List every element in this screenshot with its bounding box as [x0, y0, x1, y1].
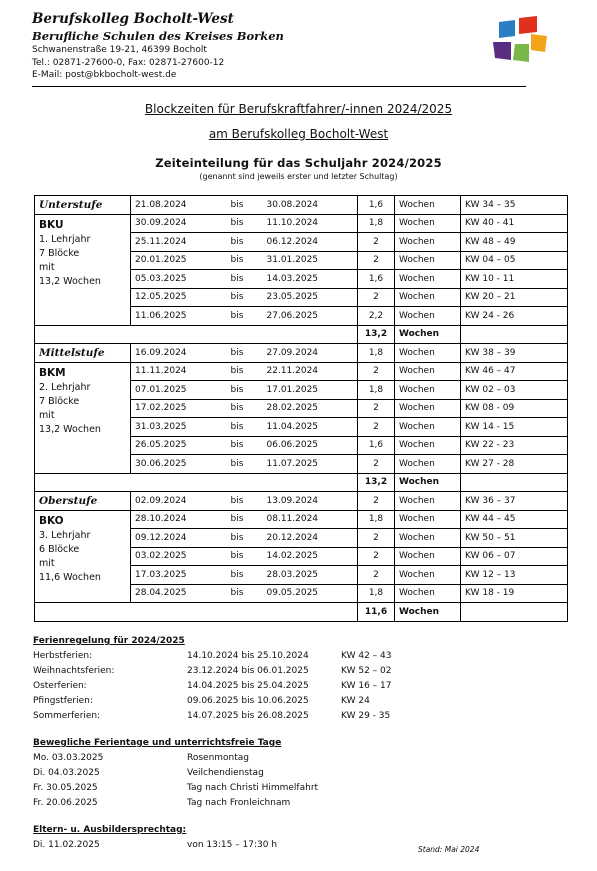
bis-label: bis: [227, 529, 263, 548]
total-row-spacer: [35, 473, 358, 492]
schedule-heading: Zeiteinteilung für das Schuljahr 2024/2025: [155, 156, 442, 170]
holiday-kw: KW 29 - 35: [341, 711, 391, 721]
start-date: 11.06.2025: [131, 307, 227, 326]
weeks-value: 2: [358, 362, 395, 381]
calendar-weeks: KW 22 - 23: [461, 436, 568, 455]
total-row-spacer: [35, 603, 358, 622]
schedule-row: [35, 196, 568, 215]
weeks-unit: Wochen: [395, 288, 461, 307]
total-weeks-unit: Wochen: [395, 603, 461, 622]
weeks-value: 2: [358, 233, 395, 252]
block-code: BKU: [39, 218, 64, 231]
start-date: 31.03.2025: [131, 418, 227, 437]
holiday-range: 14.07.2025 bis 26.08.2025: [187, 711, 309, 721]
total-row: [35, 325, 568, 344]
level-label: Mittelstufe: [35, 344, 131, 363]
holiday-kw: KW 24: [341, 696, 370, 706]
calendar-weeks: KW 48 – 49: [461, 233, 568, 252]
movable-day-date: Fr. 30.05.2025: [33, 783, 98, 793]
weeks-value: 2: [358, 455, 395, 474]
bis-label: bis: [227, 307, 263, 326]
calendar-weeks: KW 10 - 11: [461, 270, 568, 289]
weeks-unit: Wochen: [395, 381, 461, 400]
weeks-unit: Wochen: [395, 566, 461, 585]
school-phone: Tel.: 02871-27600-0, Fax: 02871-27600-12: [32, 57, 225, 68]
schedule-row: [35, 344, 568, 363]
total-row-empty: [461, 603, 568, 622]
movable-day-date: Di. 04.03.2025: [33, 768, 100, 778]
weeks-value: 1,8: [358, 214, 395, 233]
block-description-line: 6 Blöcke: [39, 543, 80, 555]
calendar-weeks: KW 18 - 19: [461, 584, 568, 603]
holiday-range: 14.10.2024 bis 25.10.2024: [187, 651, 309, 661]
block-description-line: 1. Lehrjahr: [39, 233, 91, 245]
weeks-unit: Wochen: [395, 233, 461, 252]
movable-day-row: [33, 766, 463, 781]
school-logo-icon: [491, 14, 549, 64]
bis-label: bis: [227, 584, 263, 603]
bis-label: bis: [227, 344, 263, 363]
bis-label: bis: [227, 196, 263, 215]
block-schedule-table: [34, 195, 568, 622]
bis-label: bis: [227, 455, 263, 474]
end-date: 28.02.2025: [263, 399, 358, 418]
holiday-name: Osterferien:: [33, 681, 87, 691]
calendar-weeks: KW 04 – 05: [461, 251, 568, 270]
bis-label: bis: [227, 288, 263, 307]
holiday-heading: Ferienregelung für 2024/2025: [33, 636, 185, 646]
holiday-row: [33, 694, 463, 709]
weeks-unit: Wochen: [395, 251, 461, 270]
weeks-unit: Wochen: [395, 196, 461, 215]
end-date: 27.09.2024: [263, 344, 358, 363]
bis-label: bis: [227, 381, 263, 400]
block-description-line: 7 Blöcke: [39, 395, 80, 407]
end-date: 28.03.2025: [263, 566, 358, 585]
total-weeks-unit: Wochen: [395, 325, 461, 344]
weeks-value: 1,8: [358, 381, 395, 400]
block-code: BKO: [39, 514, 64, 527]
movable-day-row: [33, 751, 463, 766]
weeks-value: 2: [358, 399, 395, 418]
school-name: Berufskolleg Bocholt-West: [32, 11, 234, 27]
weeks-unit: Wochen: [395, 584, 461, 603]
holiday-name: Herbstferien:: [33, 651, 93, 661]
start-date: 16.09.2024: [131, 344, 227, 363]
schedule-note: (genannt sind jeweils erster und letzter Schultag): [199, 172, 398, 181]
end-date: 20.12.2024: [263, 529, 358, 548]
block-description-line: 2. Lehrjahr: [39, 381, 91, 393]
level-label: Unterstufe: [35, 196, 131, 215]
block-code: BKM: [39, 366, 66, 379]
holiday-range: 14.04.2025 bis 25.04.2025: [187, 681, 309, 691]
school-email: E-Mail: post@bkbocholt-west.de: [32, 70, 177, 80]
total-row-empty: [461, 473, 568, 492]
movable-days-section: [33, 738, 463, 811]
schedule-row: [35, 492, 568, 511]
block-description-line: 11,6 Wochen: [39, 571, 101, 583]
letterhead: [32, 11, 284, 82]
weeks-unit: Wochen: [395, 399, 461, 418]
start-date: 30.09.2024: [131, 214, 227, 233]
holiday-kw: KW 52 – 02: [341, 666, 392, 676]
bis-label: bis: [227, 399, 263, 418]
weeks-unit: Wochen: [395, 492, 461, 511]
holiday-name: Sommerferien:: [33, 711, 101, 721]
weeks-value: 1,8: [358, 510, 395, 529]
holiday-range: 23.12.2024 bis 06.01.2025: [187, 666, 309, 676]
bis-label: bis: [227, 270, 263, 289]
bis-label: bis: [227, 251, 263, 270]
weeks-unit: Wochen: [395, 270, 461, 289]
block-description: [35, 362, 131, 473]
total-weeks-value: 11,6: [358, 603, 395, 622]
bis-label: bis: [227, 547, 263, 566]
bis-label: bis: [227, 510, 263, 529]
weeks-value: 2: [358, 566, 395, 585]
end-date: 17.01.2025: [263, 381, 358, 400]
holiday-row: [33, 679, 463, 694]
title-line-2: am Berufskolleg Bocholt-West: [208, 127, 389, 141]
end-date: 27.06.2025: [263, 307, 358, 326]
bis-label: bis: [227, 214, 263, 233]
start-date: 21.08.2024: [131, 196, 227, 215]
holiday-row: [33, 709, 463, 724]
weeks-unit: Wochen: [395, 307, 461, 326]
weeks-value: 2: [358, 492, 395, 511]
weeks-value: 1,6: [358, 436, 395, 455]
calendar-weeks: KW 14 - 15: [461, 418, 568, 437]
end-date: 08.11.2024: [263, 510, 358, 529]
movable-day-row: [33, 796, 463, 811]
calendar-weeks: KW 44 – 45: [461, 510, 568, 529]
calendar-weeks: KW 06 – 07: [461, 547, 568, 566]
movable-day-name: Rosenmontag: [187, 753, 250, 763]
weeks-value: 1,8: [358, 584, 395, 603]
start-date: 09.12.2024: [131, 529, 227, 548]
holiday-kw: KW 42 – 43: [341, 651, 392, 661]
weeks-unit: Wochen: [395, 436, 461, 455]
weeks-unit: Wochen: [395, 455, 461, 474]
calendar-weeks: KW 34 – 35: [461, 196, 568, 215]
total-row: [35, 473, 568, 492]
calendar-weeks: KW 46 – 47: [461, 362, 568, 381]
weeks-unit: Wochen: [395, 418, 461, 437]
total-weeks-value: 13,2: [358, 325, 395, 344]
weeks-value: 2: [358, 288, 395, 307]
movable-day-date: Fr. 20.06.2025: [33, 798, 98, 808]
block-description-line: 3. Lehrjahr: [39, 529, 91, 541]
weeks-value: 1,8: [358, 344, 395, 363]
end-date: 09.05.2025: [263, 584, 358, 603]
start-date: 03.02.2025: [131, 547, 227, 566]
end-date: 30.08.2024: [263, 196, 358, 215]
title-line-1: Blockzeiten für Berufskraftfahrer/-innen 2024/2025: [144, 102, 453, 116]
start-date: 30.06.2025: [131, 455, 227, 474]
school-address: Schwanenstraße 19-21, 46399 Bocholt: [32, 45, 207, 55]
movable-day-date: Mo. 03.03.2025: [33, 753, 104, 763]
block-description-line: mit: [39, 557, 55, 569]
start-date: 20.01.2025: [131, 251, 227, 270]
weeks-unit: Wochen: [395, 214, 461, 233]
consultation-section: [33, 825, 463, 853]
movable-days-heading: Bewegliche Ferientage und unterrichtsfreie Tage: [33, 738, 282, 748]
weeks-value: 2: [358, 529, 395, 548]
weeks-value: 1,6: [358, 196, 395, 215]
consultation-heading: Eltern- u. Ausbildersprechtag:: [33, 825, 187, 835]
holiday-row: [33, 664, 463, 679]
end-date: 11.04.2025: [263, 418, 358, 437]
weeks-value: 2,2: [358, 307, 395, 326]
stand-note: Stand: Mai 2024: [418, 845, 480, 854]
weeks-value: 2: [358, 547, 395, 566]
calendar-weeks: KW 08 - 09: [461, 399, 568, 418]
weeks-unit: Wochen: [395, 510, 461, 529]
holiday-row: [33, 649, 463, 664]
end-date: 06.06.2025: [263, 436, 358, 455]
level-label: Oberstufe: [35, 492, 131, 511]
weeks-unit: Wochen: [395, 362, 461, 381]
end-date: 06.12.2024: [263, 233, 358, 252]
end-date: 31.01.2025: [263, 251, 358, 270]
total-weeks-value: 13,2: [358, 473, 395, 492]
bis-label: bis: [227, 492, 263, 511]
calendar-weeks: KW 50 – 51: [461, 529, 568, 548]
weeks-value: 2: [358, 251, 395, 270]
school-subtitle: Berufliche Schulen des Kreises Borken: [32, 29, 284, 43]
end-date: 23.05.2025: [263, 288, 358, 307]
block-description-line: mit: [39, 409, 55, 421]
start-date: 12.05.2025: [131, 288, 227, 307]
start-date: 25.11.2024: [131, 233, 227, 252]
start-date: 28.04.2025: [131, 584, 227, 603]
weeks-unit: Wochen: [395, 529, 461, 548]
end-date: 22.11.2024: [263, 362, 358, 381]
bis-label: bis: [227, 362, 263, 381]
end-date: 11.07.2025: [263, 455, 358, 474]
consultation-time: von 13:15 – 17:30 h: [187, 840, 278, 850]
calendar-weeks: KW 24 - 26: [461, 307, 568, 326]
start-date: 17.03.2025: [131, 566, 227, 585]
start-date: 05.03.2025: [131, 270, 227, 289]
block-description-line: mit: [39, 261, 55, 273]
consultation-date: Di. 11.02.2025: [33, 840, 100, 850]
holiday-section: [33, 636, 463, 724]
movable-day-name: Veilchendienstag: [187, 768, 264, 778]
weeks-value: 1,6: [358, 270, 395, 289]
total-row-spacer: [35, 325, 358, 344]
block-description-line: 7 Blöcke: [39, 247, 80, 259]
holiday-range: 09.06.2025 bis 10.06.2025: [187, 696, 309, 706]
weeks-value: 2: [358, 418, 395, 437]
calendar-weeks: KW 12 – 13: [461, 566, 568, 585]
block-description: [35, 510, 131, 603]
schedule-row: [35, 214, 568, 233]
start-date: 11.11.2024: [131, 362, 227, 381]
bis-label: bis: [227, 418, 263, 437]
total-weeks-unit: Wochen: [395, 473, 461, 492]
end-date: 14.03.2025: [263, 270, 358, 289]
start-date: 17.02.2025: [131, 399, 227, 418]
movable-day-name: Tag nach Fronleichnam: [187, 798, 291, 808]
movable-day-name: Tag nach Christi Himmelfahrt: [187, 783, 319, 793]
block-description-line: 13,2 Wochen: [39, 423, 101, 435]
holiday-kw: KW 16 – 17: [341, 681, 392, 691]
total-row-empty: [461, 325, 568, 344]
end-date: 13.09.2024: [263, 492, 358, 511]
calendar-weeks: KW 20 – 21: [461, 288, 568, 307]
start-date: 28.10.2024: [131, 510, 227, 529]
movable-day-row: [33, 781, 463, 796]
end-date: 11.10.2024: [263, 214, 358, 233]
holiday-name: Weihnachtsferien:: [33, 666, 115, 676]
calendar-weeks: KW 38 – 39: [461, 344, 568, 363]
bis-label: bis: [227, 566, 263, 585]
calendar-weeks: KW 02 – 03: [461, 381, 568, 400]
calendar-weeks: KW 27 - 28: [461, 455, 568, 474]
header-divider: [32, 86, 526, 87]
holiday-name: Pfingstferien:: [33, 696, 93, 706]
bis-label: bis: [227, 436, 263, 455]
calendar-weeks: KW 40 - 41: [461, 214, 568, 233]
calendar-weeks: KW 36 – 37: [461, 492, 568, 511]
start-date: 07.01.2025: [131, 381, 227, 400]
schedule-row: [35, 510, 568, 529]
weeks-unit: Wochen: [395, 344, 461, 363]
block-description: [35, 214, 131, 325]
bis-label: bis: [227, 233, 263, 252]
total-row: [35, 603, 568, 622]
start-date: 26.05.2025: [131, 436, 227, 455]
weeks-unit: Wochen: [395, 547, 461, 566]
block-description-line: 13,2 Wochen: [39, 275, 101, 287]
schedule-row: [35, 362, 568, 381]
end-date: 14.02.2025: [263, 547, 358, 566]
start-date: 02.09.2024: [131, 492, 227, 511]
